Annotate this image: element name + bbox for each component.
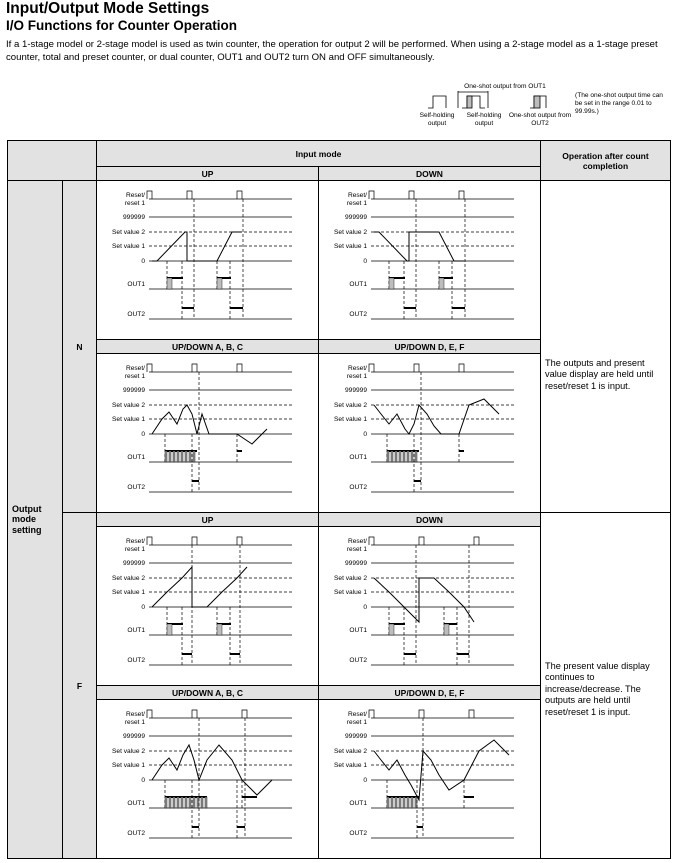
operation-header: Operation after count completion	[541, 141, 671, 181]
out1-shaded	[439, 278, 444, 289]
out1-pulse	[407, 451, 409, 462]
reset-pulse	[419, 710, 424, 718]
reset-label: Reset/	[125, 365, 145, 372]
out1-shaded	[389, 278, 394, 289]
count-waveform	[152, 567, 247, 607]
reset-pulse	[237, 191, 242, 199]
max-label: 999999	[344, 733, 367, 740]
reset-pulse	[419, 537, 424, 545]
reset1-label: reset 1	[346, 546, 367, 553]
timing-chart-f-down	[319, 527, 540, 685]
reset-pulse	[237, 364, 242, 372]
intro-text: If a 1-stage model or 2-stage model is used as twin counter, the operation for output 2 will be performed. When using a 2-stage model as a 1-stage preset counter, total and preset counter, or dual counter, OUT1 and OUT2 turn ON and OFF simultaneously.	[6, 39, 658, 63]
reset-pulse	[409, 191, 414, 199]
count-waveform	[152, 745, 272, 795]
set-value-2-label: Set value 2	[112, 229, 145, 236]
timing-chart-n-up	[97, 181, 318, 339]
row-label-n: N	[63, 181, 97, 513]
out2-label: OUT2	[127, 311, 145, 318]
out1-pulse	[181, 797, 183, 808]
max-label: 999999	[344, 560, 367, 567]
operation-n: The outputs and present value display are held until reset/reset 1 is input.	[541, 181, 671, 513]
out2-label: OUT2	[349, 830, 367, 837]
reset-pulse	[414, 364, 419, 372]
count-waveform	[374, 740, 509, 800]
mode-down-f: DOWN	[319, 513, 541, 527]
out1-pulse	[185, 451, 187, 462]
max-label: 999999	[122, 387, 145, 394]
out1-pulse	[201, 797, 203, 808]
out2-label: OUT2	[127, 830, 145, 837]
output-mode-setting: Output mode setting	[8, 181, 63, 859]
timing-lines	[147, 364, 292, 492]
reset-pulse	[369, 537, 374, 545]
io-mode-table	[7, 140, 671, 859]
max-label: 999999	[122, 214, 145, 221]
mode-updown-abc-f: UP/DOWN A, B, C	[97, 686, 319, 700]
mode-down-n: DOWN	[319, 167, 541, 181]
reset1-label: reset 1	[124, 719, 145, 726]
set-value-1-label: Set value 1	[334, 762, 367, 769]
reset1-label: reset 1	[346, 200, 367, 207]
mode-updown-abc-n: UP/DOWN A, B, C	[97, 340, 319, 354]
timing-chart-n-abc	[97, 354, 318, 512]
set-value-1-label: Set value 1	[112, 589, 145, 596]
out1-pulse	[165, 797, 167, 808]
reset-pulse	[459, 191, 464, 199]
count-waveform	[374, 232, 464, 261]
out1-pulse	[399, 797, 401, 808]
timing-lines	[147, 191, 292, 319]
max-label: 999999	[122, 560, 145, 567]
reset-pulse	[459, 364, 464, 372]
set-value-2-label: Set value 2	[112, 575, 145, 582]
timing-lines	[369, 710, 514, 838]
zero-label: 0	[363, 777, 367, 784]
out1-pulse	[391, 451, 393, 462]
out2-label: OUT2	[127, 657, 145, 664]
legend-one-shot-out1-label: One-shot output from OUT1	[464, 83, 546, 90]
input-mode-header: Input mode	[97, 141, 541, 167]
row-label-f: F	[63, 513, 97, 859]
out1-pulse	[181, 451, 183, 462]
reset-pulse	[469, 710, 474, 718]
count-waveform	[152, 405, 267, 444]
mode-up-n: UP	[97, 167, 319, 181]
out1-shaded	[167, 624, 172, 635]
count-waveform	[374, 578, 474, 622]
timing-f-def	[319, 700, 541, 859]
timing-n-def	[319, 354, 541, 513]
timing-lines	[147, 537, 292, 665]
zero-label: 0	[141, 777, 145, 784]
legend-self-holding-label-2: Self-holding output	[466, 112, 502, 127]
zero-label: 0	[363, 258, 367, 265]
set-value-2-label: Set value 2	[334, 575, 367, 582]
out1-pulse	[391, 797, 393, 808]
count-waveform	[374, 399, 499, 434]
reset-pulse	[369, 191, 374, 199]
timing-lines	[369, 364, 514, 492]
out1-shaded	[389, 624, 394, 635]
reset-pulse	[147, 537, 152, 545]
out1-pulse	[177, 797, 179, 808]
out2-label: OUT2	[127, 484, 145, 491]
mode-updown-def-n: UP/DOWN D, E, F	[319, 340, 541, 354]
timing-n-up	[97, 181, 319, 340]
reset-pulse	[147, 364, 152, 372]
reset1-label: reset 1	[124, 373, 145, 380]
out1-label: OUT1	[127, 281, 145, 288]
set-value-1-label: Set value 1	[334, 243, 367, 250]
timing-f-up	[97, 527, 319, 686]
set-value-1-label: Set value 1	[112, 243, 145, 250]
set-value-2-label: Set value 2	[112, 748, 145, 755]
reset-pulse	[187, 191, 192, 199]
out2-label: OUT2	[349, 657, 367, 664]
out1-label: OUT1	[127, 454, 145, 461]
reset-pulse	[147, 710, 152, 718]
out1-label: OUT1	[127, 627, 145, 634]
out1-label: OUT1	[349, 627, 367, 634]
timing-chart-n-down	[319, 181, 540, 339]
reset-label: Reset/	[347, 711, 367, 718]
zero-label: 0	[363, 604, 367, 611]
reset-label: Reset/	[125, 192, 145, 199]
legend-note: (The one-shot output time can be set in the range 0.01 to 99.99s.)	[575, 92, 663, 115]
out1-pulse	[205, 797, 207, 808]
set-value-2-label: Set value 2	[334, 402, 367, 409]
timing-chart-n-def	[319, 354, 540, 512]
max-label: 999999	[122, 733, 145, 740]
reset-pulse	[242, 710, 247, 718]
timing-f-down	[319, 527, 541, 686]
timing-chart-f-abc	[97, 700, 318, 858]
out1-label: OUT1	[127, 800, 145, 807]
reset1-label: reset 1	[124, 546, 145, 553]
reset-label: Reset/	[347, 538, 367, 545]
out1-pulse	[407, 797, 409, 808]
out1-pulse	[189, 797, 191, 808]
out1-shaded	[217, 624, 222, 635]
out1-pulse	[177, 451, 179, 462]
timing-n-down	[319, 181, 541, 340]
set-value-2-label: Set value 2	[334, 748, 367, 755]
out1-pulse	[411, 797, 413, 808]
out1-pulse	[173, 451, 175, 462]
set-value-1-label: Set value 1	[334, 589, 367, 596]
mode-updown-def-f: UP/DOWN D, E, F	[319, 686, 541, 700]
out1-pulse	[411, 451, 413, 462]
reset-pulse	[237, 537, 242, 545]
timing-lines	[369, 537, 514, 665]
reset-pulse	[192, 537, 197, 545]
output-legend	[400, 78, 674, 140]
out1-pulse	[395, 797, 397, 808]
zero-label: 0	[141, 431, 145, 438]
reset-pulse	[369, 710, 374, 718]
page-subtitle: I/O Functions for Counter Operation	[6, 18, 237, 33]
out1-pulse	[387, 797, 389, 808]
timing-chart-f-up	[97, 527, 318, 685]
out1-pulse	[169, 797, 171, 808]
reset1-label: reset 1	[346, 373, 367, 380]
out1-pulse	[399, 451, 401, 462]
set-value-2-label: Set value 2	[112, 402, 145, 409]
out1-pulse	[169, 451, 171, 462]
out1-shaded	[167, 278, 172, 289]
out1-shaded	[444, 624, 449, 635]
out1-label: OUT1	[349, 281, 367, 288]
out1-pulse	[185, 797, 187, 808]
reset-label: Reset/	[125, 538, 145, 545]
out1-pulse	[387, 451, 389, 462]
zero-label: 0	[363, 431, 367, 438]
out2-label: OUT2	[349, 311, 367, 318]
set-value-1-label: Set value 1	[112, 416, 145, 423]
count-waveform	[152, 232, 242, 261]
zero-label: 0	[141, 604, 145, 611]
out1-pulse	[403, 451, 405, 462]
timing-chart-f-def	[319, 700, 540, 858]
out1-pulse	[415, 451, 417, 462]
out1-label: OUT1	[349, 800, 367, 807]
out1-pulse	[193, 451, 195, 462]
timing-f-abc	[97, 700, 319, 859]
timing-lines	[147, 710, 292, 838]
out1-shaded	[217, 278, 222, 289]
max-label: 999999	[344, 387, 367, 394]
max-label: 999999	[344, 214, 367, 221]
legend-self-holding-label: Self-holding output	[419, 112, 455, 127]
set-value-1-label: Set value 1	[334, 416, 367, 423]
set-value-1-label: Set value 1	[112, 762, 145, 769]
reset-pulse	[147, 191, 152, 199]
out1-pulse	[395, 451, 397, 462]
legend-one-shot-out2-label: One-shot output from OUT2	[508, 112, 572, 127]
out1-pulse	[189, 451, 191, 462]
reset-label: Reset/	[347, 365, 367, 372]
operation-f: The present value display continues to increase/decrease. The outputs are held until reset/reset 1 is input.	[541, 513, 671, 859]
reset-pulse	[369, 364, 374, 372]
reset1-label: reset 1	[124, 200, 145, 207]
timing-lines	[369, 191, 514, 319]
out1-pulse	[193, 797, 195, 808]
reset-label: Reset/	[347, 192, 367, 199]
mode-up-f: UP	[97, 513, 319, 527]
out1-pulse	[173, 797, 175, 808]
page-title: Input/Output Mode Settings	[6, 0, 210, 17]
timing-n-abc	[97, 354, 319, 513]
corner-cell	[8, 141, 97, 181]
out1-pulse	[165, 451, 167, 462]
reset1-label: reset 1	[346, 719, 367, 726]
zero-label: 0	[141, 258, 145, 265]
reset-pulse	[192, 364, 197, 372]
reset-pulse	[192, 710, 197, 718]
reset-label: Reset/	[125, 711, 145, 718]
reset-pulse	[474, 537, 479, 545]
set-value-2-label: Set value 2	[334, 229, 367, 236]
out1-label: OUT1	[349, 454, 367, 461]
out2-label: OUT2	[349, 484, 367, 491]
out1-pulse	[403, 797, 405, 808]
